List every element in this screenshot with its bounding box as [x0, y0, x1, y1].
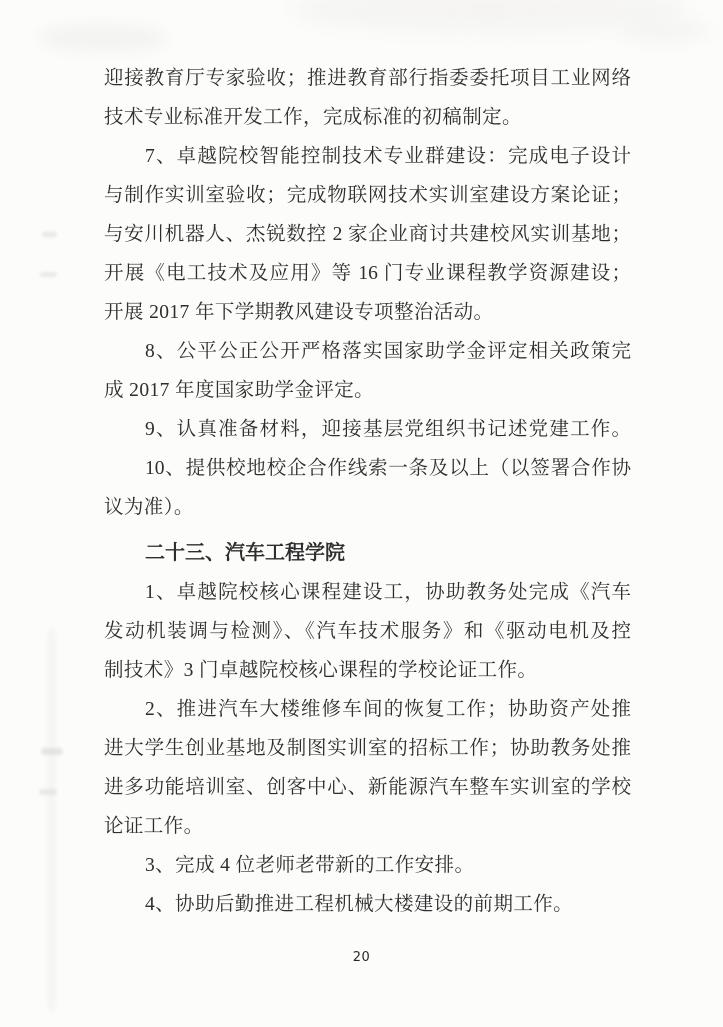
scan-artifact — [42, 232, 57, 237]
text-line: 进多功能培训室、创客中心、新能源汽车整车实训室的学校 — [104, 777, 631, 798]
scan-artifact — [620, 20, 710, 42]
page-number: 20 — [352, 950, 371, 965]
text-line: 9、认真准备材料，迎接基层党组织书记述党建工作。 — [145, 419, 631, 440]
text-line: 与制作实训室验收；完成物联网技术实训室建设方案论证； — [104, 185, 631, 206]
text-line: 开展 2017 年下学期教风建设专项整治活动。 — [104, 302, 494, 323]
scan-artifact — [39, 789, 57, 795]
text-line: 发动机装调与检测》、《汽车技术服务》和《驱动电机及控 — [104, 621, 631, 642]
text-line: 10、提供校地校企合作线索一条及以上（以签署合作协 — [145, 458, 631, 479]
text-line: 1、卓越院校核心课程建设工，协助教务处完成《汽车 — [145, 582, 631, 603]
text-line: 技术专业标准开发工作，完成标准的初稿制定。 — [104, 107, 522, 128]
text-line: 成 2017 年度国家助学金评定。 — [104, 380, 375, 401]
text-line: 议为准）。 — [104, 497, 194, 518]
text-line: 3、完成 4 位老师老带新的工作安排。 — [145, 855, 475, 876]
text-line: 制技术》3 门卓越院校核心课程的学校论证工作。 — [104, 660, 538, 681]
scan-artifact — [40, 272, 57, 277]
section-heading: 二十三、汽车工程学院 — [145, 542, 345, 564]
text-line: 迎接教育厅专家验收；推进教育部行指委委托项目工业网络 — [104, 68, 631, 89]
scan-artifact — [41, 748, 63, 755]
document-body — [104, 59, 631, 924]
text-line: 进大学生创业基地及制图实训室的招标工作；协助教务处推 — [104, 738, 631, 759]
text-line: 7、卓越院校智能控制技术专业群建设：完成电子设计 — [145, 146, 631, 167]
text-line: 2、推进汽车大楼维修车间的恢复工作；协助资产处推 — [145, 699, 631, 720]
text-line: 开展《电工技术及应用》等 16 门专业课程教学资源建设； — [104, 263, 631, 284]
text-line: 与安川机器人、杰锐数控 2 家企业商讨共建校风实训基地； — [104, 224, 631, 245]
text-line: 8、公平公正公开严格落实国家助学金评定相关政策完 — [145, 341, 631, 362]
text-line: 论证工作。 — [104, 816, 204, 837]
scan-artifact — [290, 0, 690, 32]
scan-artifact — [38, 24, 168, 52]
text-line: 4、协助后勤推进工程机械大楼建设的前期工作。 — [145, 894, 574, 915]
